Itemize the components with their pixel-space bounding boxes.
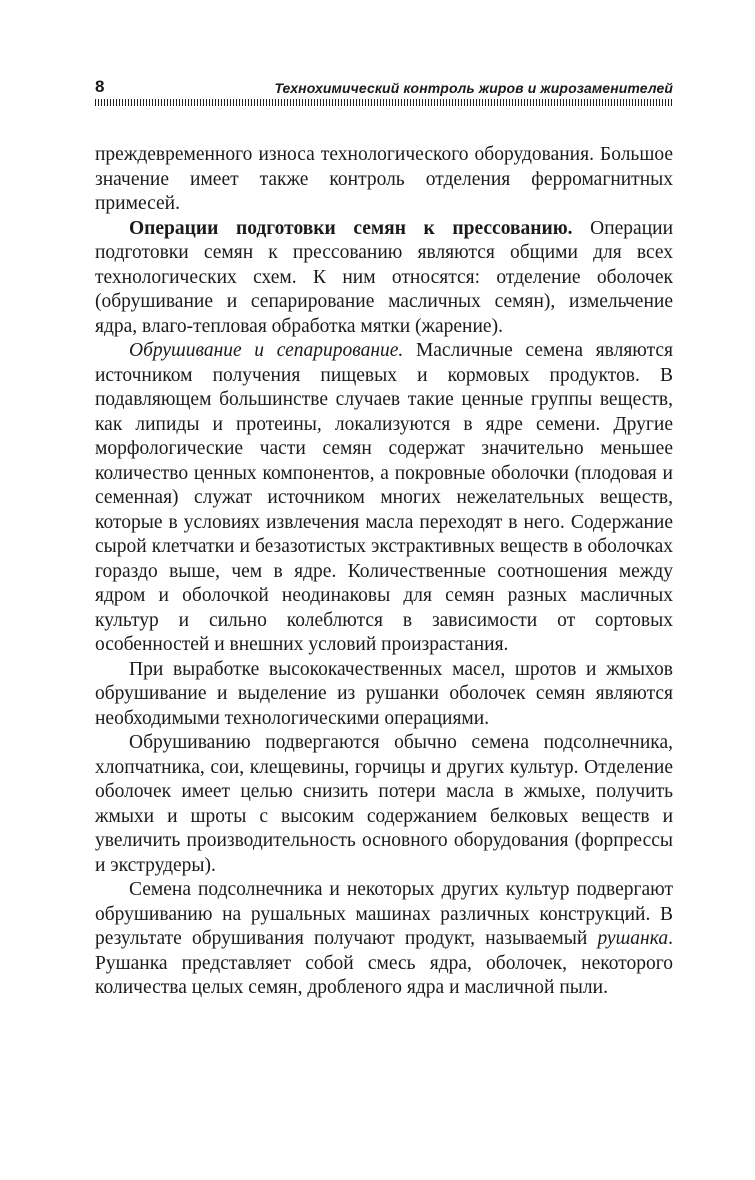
paragraph-text: Обрушиванию подвергаются обычно семена подсолнечника, хлопчатника, сои, клещевины, горчицы и других культур. Отделение оболочек имеет целью снизить потери масла в жмыхе, получить жмыхи и шроты с высоким содержанием белковых веществ и увеличить производительность основного оборудования (форпрессы и экструдеры). [95,732,673,876]
page-number: 8 [95,77,105,96]
paragraph-hulling [95,339,673,658]
paragraph-text: преждевременного износа технологического оборудования. Большое значение имеет также контроль отделения ферромагнитных примесей. [95,144,673,214]
term-rushanka: рушанка [597,928,669,949]
paragraph-text: Операции подготовки семян к прессованию являются общими для всех технологических схем. К ним относятся: отделение оболочек (обрушивание и сепарирование масличных семян), измельчение ядра, влаго-тепловая обработка мятки (жарение). [95,217,674,337]
paragraph-rushanka [95,878,673,1001]
section-heading: Операции подготовки семян к прессованию. [129,217,573,239]
page-header [95,76,673,98]
paragraph-text: . Рушанка представляет собой смесь ядра, оболочек, некоторого количества целых семян, дробленого ядра и масличной пыли. [95,928,673,998]
paragraph-hulling-crops [95,731,673,878]
paragraph-text: При выработке высококачественных масел, шротов и жмыхов обрушивание и выделение из рушанки оболочек семян являются необходимыми технологическими операциями. [95,658,673,729]
body-text [95,143,673,1001]
paragraph-production [95,658,673,732]
paragraph-text: Семена подсолнечника и некоторых других культур подвергают обрушиванию на рушальных машинах различных конструкций. В результате обрушивания получают продукт, называемый [95,879,673,949]
paragraph-pressing-prep [95,217,673,340]
header-rule [95,99,673,106]
running-title: Технохимический контроль жиров и жирозаменителей [274,80,673,96]
paragraph-continuation [95,143,673,217]
subsection-heading: Обрушивание и сепарирование. [129,340,404,361]
paragraph-text: Масличные семена являются источником получения пищевых и кормовых продуктов. В подавляющем большинстве случаев такие ценные группы веществ, как липиды и протеины, локализуются в ядре семени. Другие морфологические части семян содержат значительно меньшее количество ценных компонентов, а покровные оболочки (плодовая и семенная) служат источником многих нежелательных веществ, которые в условиях извлечения масла переходят в него. Содержание сырой клетчатки и безазотистых экстрактивных веществ в оболочках гораздо выше, чем в ядре. Количественные соотношения между ядром и оболочкой неодинаковы для семян разных масличных культур и сильно колеблются в зависимости от сортовых особенностей и внешних условий произрастания. [95,340,673,655]
